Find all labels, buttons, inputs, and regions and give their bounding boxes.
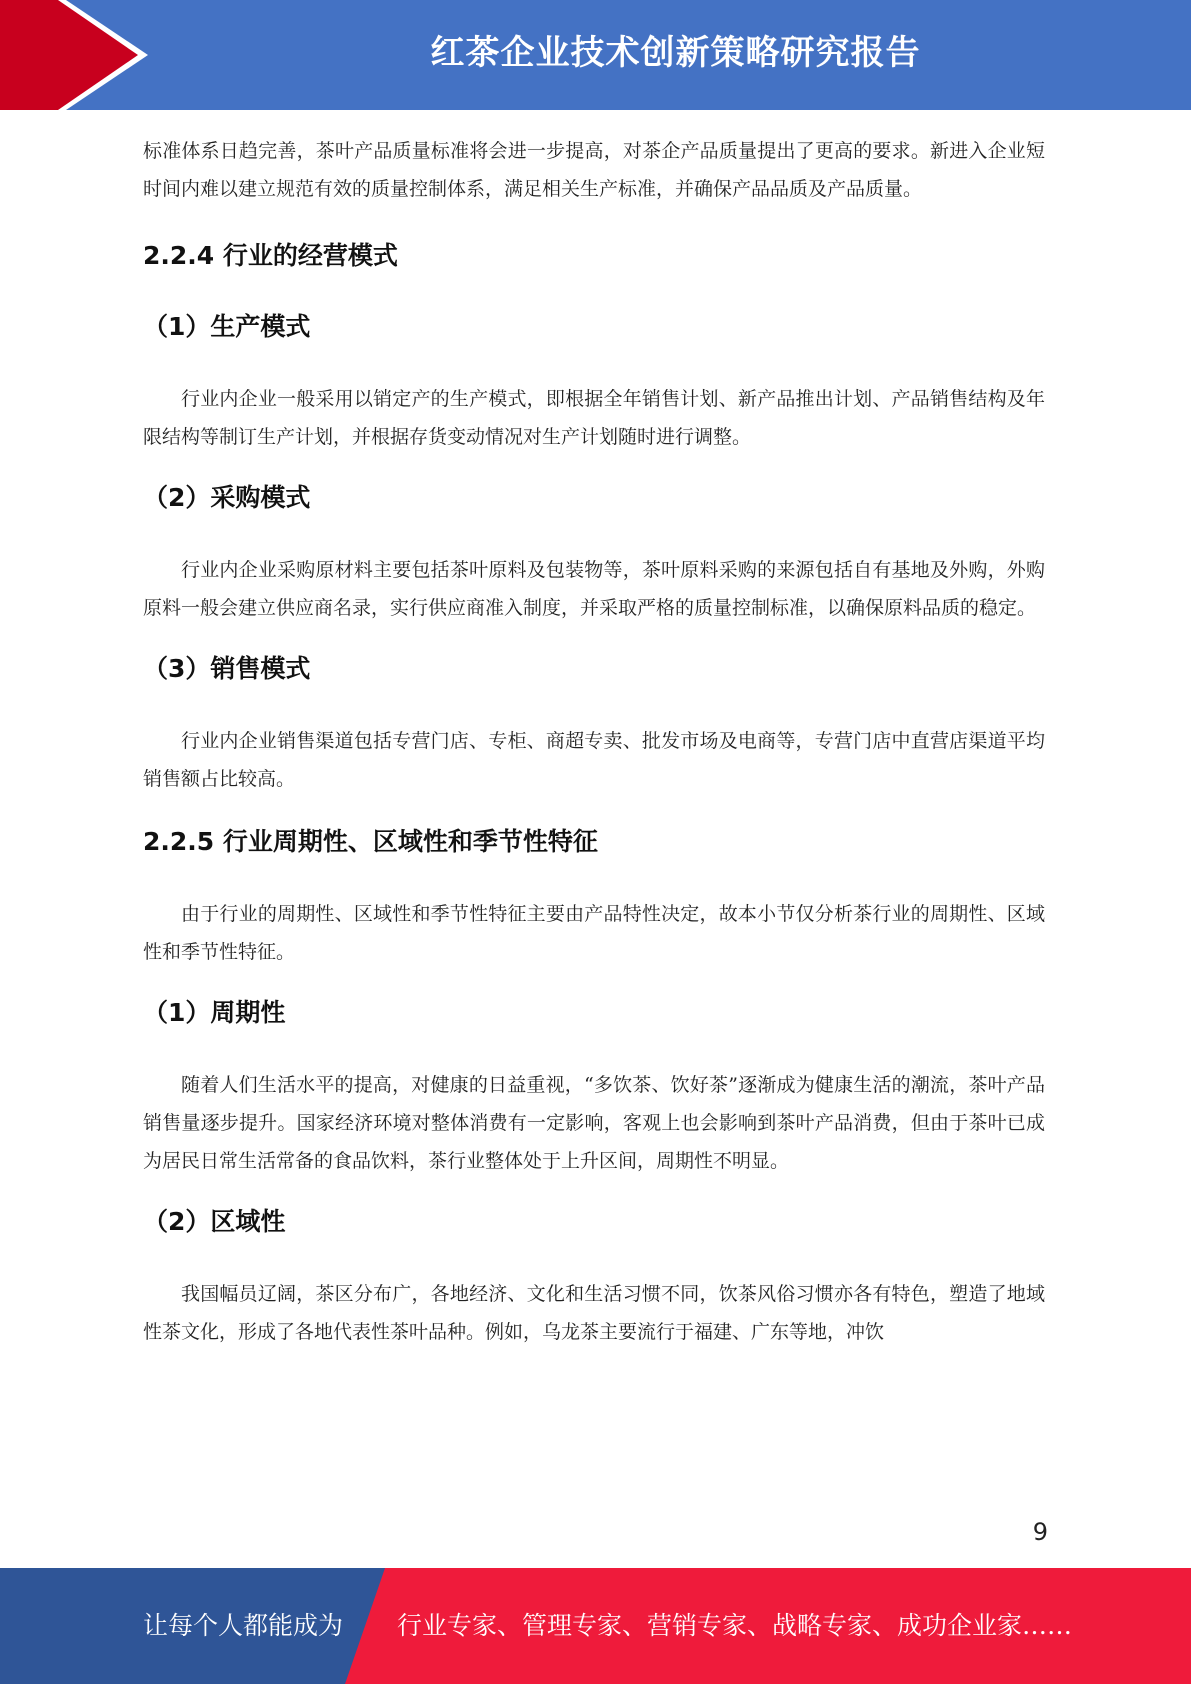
paragraph-sales-mode: 行业内企业销售渠道包括专营门店、专柜、商超专卖、批发市场及电商等，专营门店中直营店渠道平均销售额占比较高。 xyxy=(143,730,1045,790)
page-header xyxy=(0,0,1191,110)
subheading-production-mode: （1）生产模式 xyxy=(143,312,311,341)
subheading-procurement-mode: （2）采购模式 xyxy=(143,483,311,512)
subheading-regionality: （2）区域性 xyxy=(143,1207,286,1236)
paragraph-regionality: 我国幅员辽阔，茶区分布广，各地经济、文化和生活习惯不同，饮茶风俗习惯亦各有特色，塑造了地域性茶文化，形成了各地代表性茶叶品种。例如，乌龙茶主要流行于福建、广东等地，冲饮 xyxy=(143,1283,1045,1343)
page-footer xyxy=(0,1568,1191,1684)
paragraph-section-intro: 由于行业的周期性、区域性和季节性特征主要由产品特性决定，故本小节仅分析茶行业的周期性、区域性和季节性特征。 xyxy=(143,903,1045,963)
section-heading-2-2-5: 2.2.5 行业周期性、区域性和季节性特征 xyxy=(143,827,598,856)
subheading-sales-mode: （3）销售模式 xyxy=(143,654,311,683)
header-arrow-decoration xyxy=(0,0,160,110)
footer-slogan-right: 行业专家、管理专家、营销专家、战略专家、成功企业家…… xyxy=(397,1611,1073,1640)
page-number: 9 xyxy=(1032,1518,1048,1546)
subheading-cyclicality: （1）周期性 xyxy=(143,998,286,1027)
footer-slogan-left: 让每个人都能成为 xyxy=(143,1611,344,1640)
section-heading-2-2-4: 2.2.4 行业的经营模式 xyxy=(143,241,398,270)
intro-paragraph: 标准体系日趋完善，茶叶产品质量标准将会进一步提高，对茶企产品质量提出了更高的要求。新进入企业短时间内难以建立规范有效的质量控制体系，满足相关生产标准，并确保产品品质及产品质量。 xyxy=(143,140,1045,200)
page-content xyxy=(143,132,1045,1351)
report-title: 红茶企业技术创新策略研究报告 xyxy=(430,33,921,73)
paragraph-cyclicality: 随着人们生活水平的提高，对健康的日益重视，“多饮茶、饮好茶”逐渐成为健康生活的潮流，茶叶产品销售量逐步提升。国家经济环境对整体消费有一定影响，客观上也会影响到茶叶产品消费，但由于茶叶已成为居民日常生活常备的食品饮料，茶行业整体处于上升区间，周期性不明显。 xyxy=(143,1074,1045,1172)
paragraph-procurement-mode: 行业内企业采购原材料主要包括茶叶原料及包装物等，茶叶原料采购的来源包括自有基地及外购，外购原料一般会建立供应商名录，实行供应商准入制度，并采取严格的质量控制标准，以确保原料品质的稳定。 xyxy=(143,559,1045,619)
paragraph-production-mode: 行业内企业一般采用以销定产的生产模式，即根据全年销售计划、新产品推出计划、产品销售结构及年限结构等制订生产计划，并根据存货变动情况对生产计划随时进行调整。 xyxy=(143,388,1045,448)
